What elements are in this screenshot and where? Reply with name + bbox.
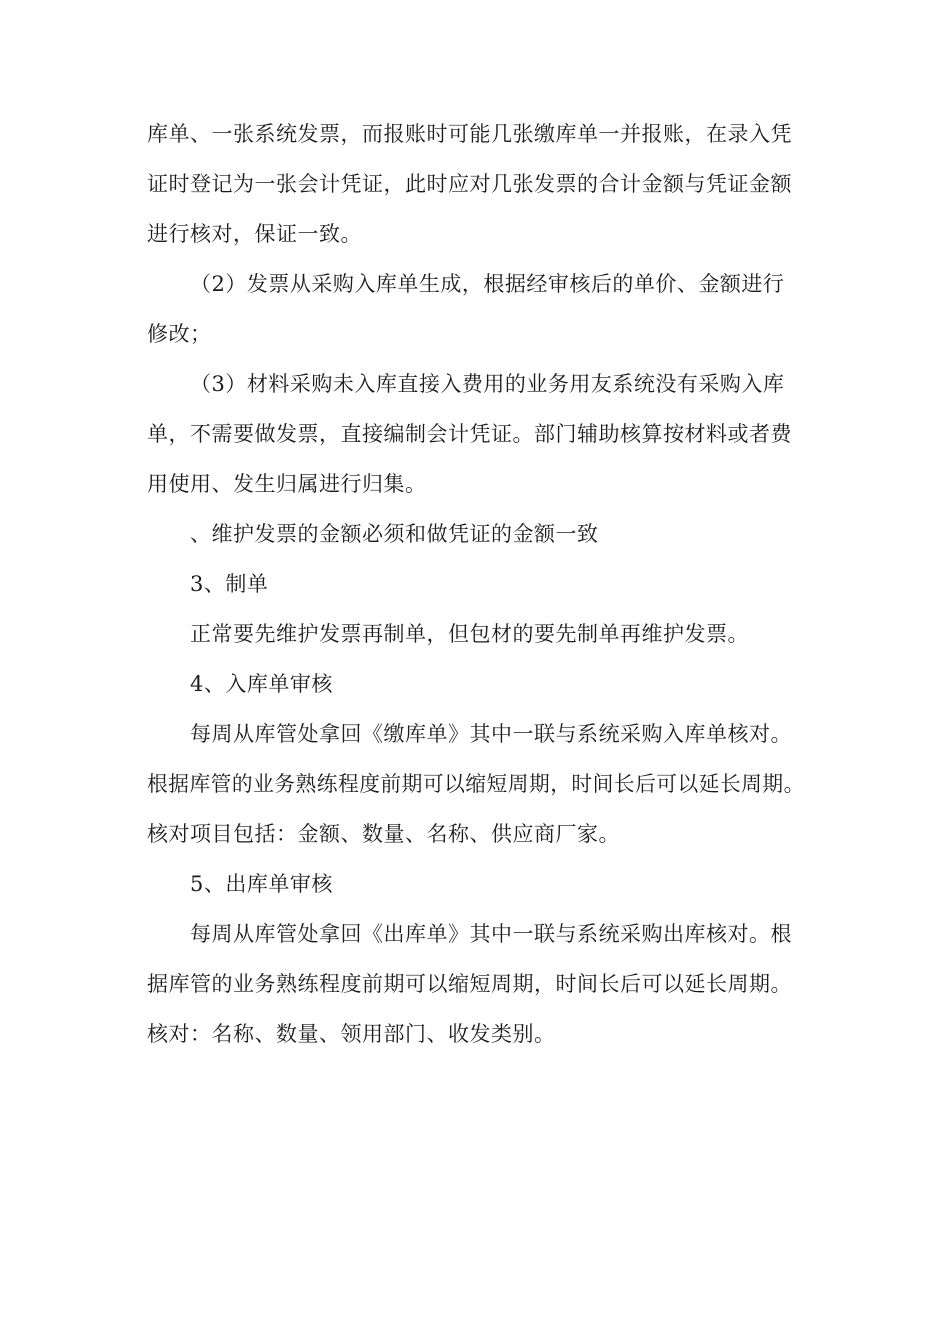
paragraph-line: 进行核对，保证一致。	[147, 222, 362, 246]
paragraph-line: 正常要先维护发票再制单，但包材的要先制单再维护发票。	[190, 622, 749, 646]
paragraph-line: 用使用、发生归属进行归集。	[147, 472, 427, 496]
section-heading: 5、出库单审核	[190, 872, 333, 896]
paragraph-line: 单，不需要做发票，直接编制会计凭证。部门辅助核算按材料或者费	[147, 422, 792, 446]
paragraph-line: 核对：名称、数量、领用部门、收发类别。	[147, 1022, 556, 1046]
paragraph-line: 每周从库管处拿回《缴库单》其中一联与系统采购入库单核对。	[190, 722, 792, 746]
paragraph-line: 、维护发票的金额必须和做凭证的金额一致	[190, 522, 599, 546]
paragraph-line: 库单、一张系统发票，而报账时可能几张缴库单一并报账，在录入凭	[147, 122, 792, 146]
paragraph-line: （3）材料采购未入库直接入费用的业务用友系统没有采购入库	[190, 372, 785, 396]
section-heading: 4、入库单审核	[190, 672, 333, 696]
paragraph-line: 根据库管的业务熟练程度前期可以缩短周期，时间长后可以延长周期。	[147, 772, 805, 796]
section-heading: 3、制单	[190, 572, 269, 596]
paragraph-line: 核对项目包括：金额、数量、名称、供应商厂家。	[147, 822, 620, 846]
paragraph-line: 修改；	[147, 322, 212, 346]
paragraph-line: 证时登记为一张会计凭证，此时应对几张发票的合计金额与凭证金额	[147, 172, 792, 196]
paragraph-line: （2）发票从采购入库单生成，根据经审核后的单价、金额进行	[190, 272, 785, 296]
paragraph-line: 每周从库管处拿回《出库单》其中一联与系统采购出库核对。根	[190, 922, 792, 946]
paragraph-line: 据库管的业务熟练程度前期可以缩短周期，时间长后可以延长周期。	[147, 972, 792, 996]
